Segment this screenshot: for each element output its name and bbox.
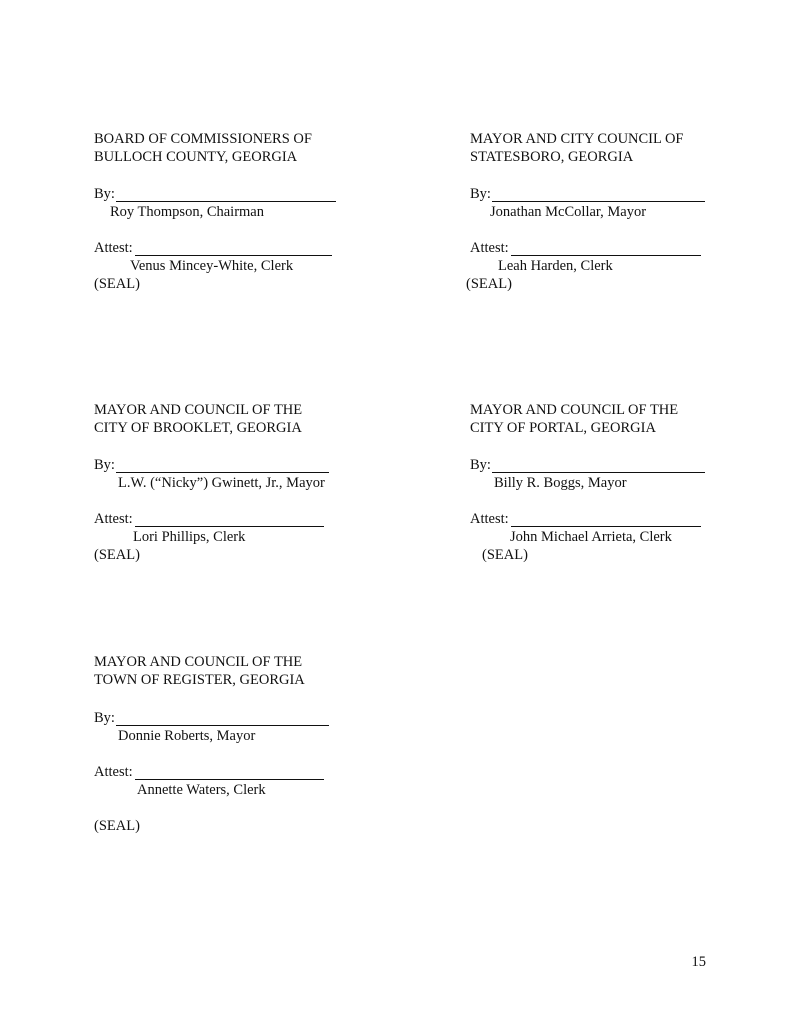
clerk-name: Lori Phillips, Clerk [133,529,246,545]
by-label: By: [470,186,491,202]
attest-signature-line [135,526,324,527]
seal-text: (SEAL) [94,547,140,563]
signature-block-brooklet [94,401,394,571]
attest-label: Attest: [94,240,133,256]
signer-name: Donnie Roberts, Mayor [118,728,256,744]
clerk-name: Leah Harden, Clerk [498,258,613,274]
by-signature-line [492,472,705,473]
by-label: By: [94,186,115,202]
by-signature-line [116,725,329,726]
by-signature-line [492,201,705,202]
heading-line-2: STATESBORO, GEORGIA [470,149,634,165]
attest-label: Attest: [94,764,133,780]
heading-line-2: CITY OF BROOKLET, GEORGIA [94,420,302,436]
signature-block-register [94,653,394,843]
attest-signature-line [135,255,332,256]
seal-text: (SEAL) [466,276,512,292]
clerk-name: John Michael Arrieta, Clerk [510,529,672,545]
by-label: By: [470,457,491,473]
heading-line-1: MAYOR AND CITY COUNCIL OF [470,131,684,147]
heading-line-1: MAYOR AND COUNCIL OF THE [94,402,303,418]
attest-signature-line [135,779,324,780]
by-signature-line [116,472,329,473]
signer-name: Roy Thompson, Chairman [110,204,264,220]
attest-label: Attest: [470,511,509,527]
heading-line-2: CITY OF PORTAL, GEORGIA [470,420,656,436]
heading-line-2: BULLOCH COUNTY, GEORGIA [94,149,298,165]
seal-text: (SEAL) [482,547,528,563]
heading-line-1: MAYOR AND COUNCIL OF THE [94,654,303,670]
signature-block-statesboro [466,130,770,300]
clerk-name: Venus Mincey-White, Clerk [130,258,294,274]
seal-text: (SEAL) [94,818,140,834]
attest-signature-line [511,255,701,256]
by-signature-line [116,201,336,202]
seal-text: (SEAL) [94,276,140,292]
page-number: 15 [691,954,706,970]
heading-line-2: TOWN OF REGISTER, GEORGIA [94,672,305,688]
signature-block-bulloch-county [94,130,394,300]
heading-line-1: BOARD OF COMMISSIONERS OF [94,131,312,147]
attest-label: Attest: [470,240,509,256]
signature-block-portal [470,401,770,571]
attest-label: Attest: [94,511,133,527]
signer-name: L.W. (“Nicky”) Gwinett, Jr., Mayor [118,475,325,491]
heading-line-1: MAYOR AND COUNCIL OF THE [470,402,679,418]
clerk-name: Annette Waters, Clerk [137,782,266,798]
by-label: By: [94,710,115,726]
by-label: By: [94,457,115,473]
signer-name: Jonathan McCollar, Mayor [490,204,647,220]
signer-name: Billy R. Boggs, Mayor [494,475,627,491]
attest-signature-line [511,526,701,527]
